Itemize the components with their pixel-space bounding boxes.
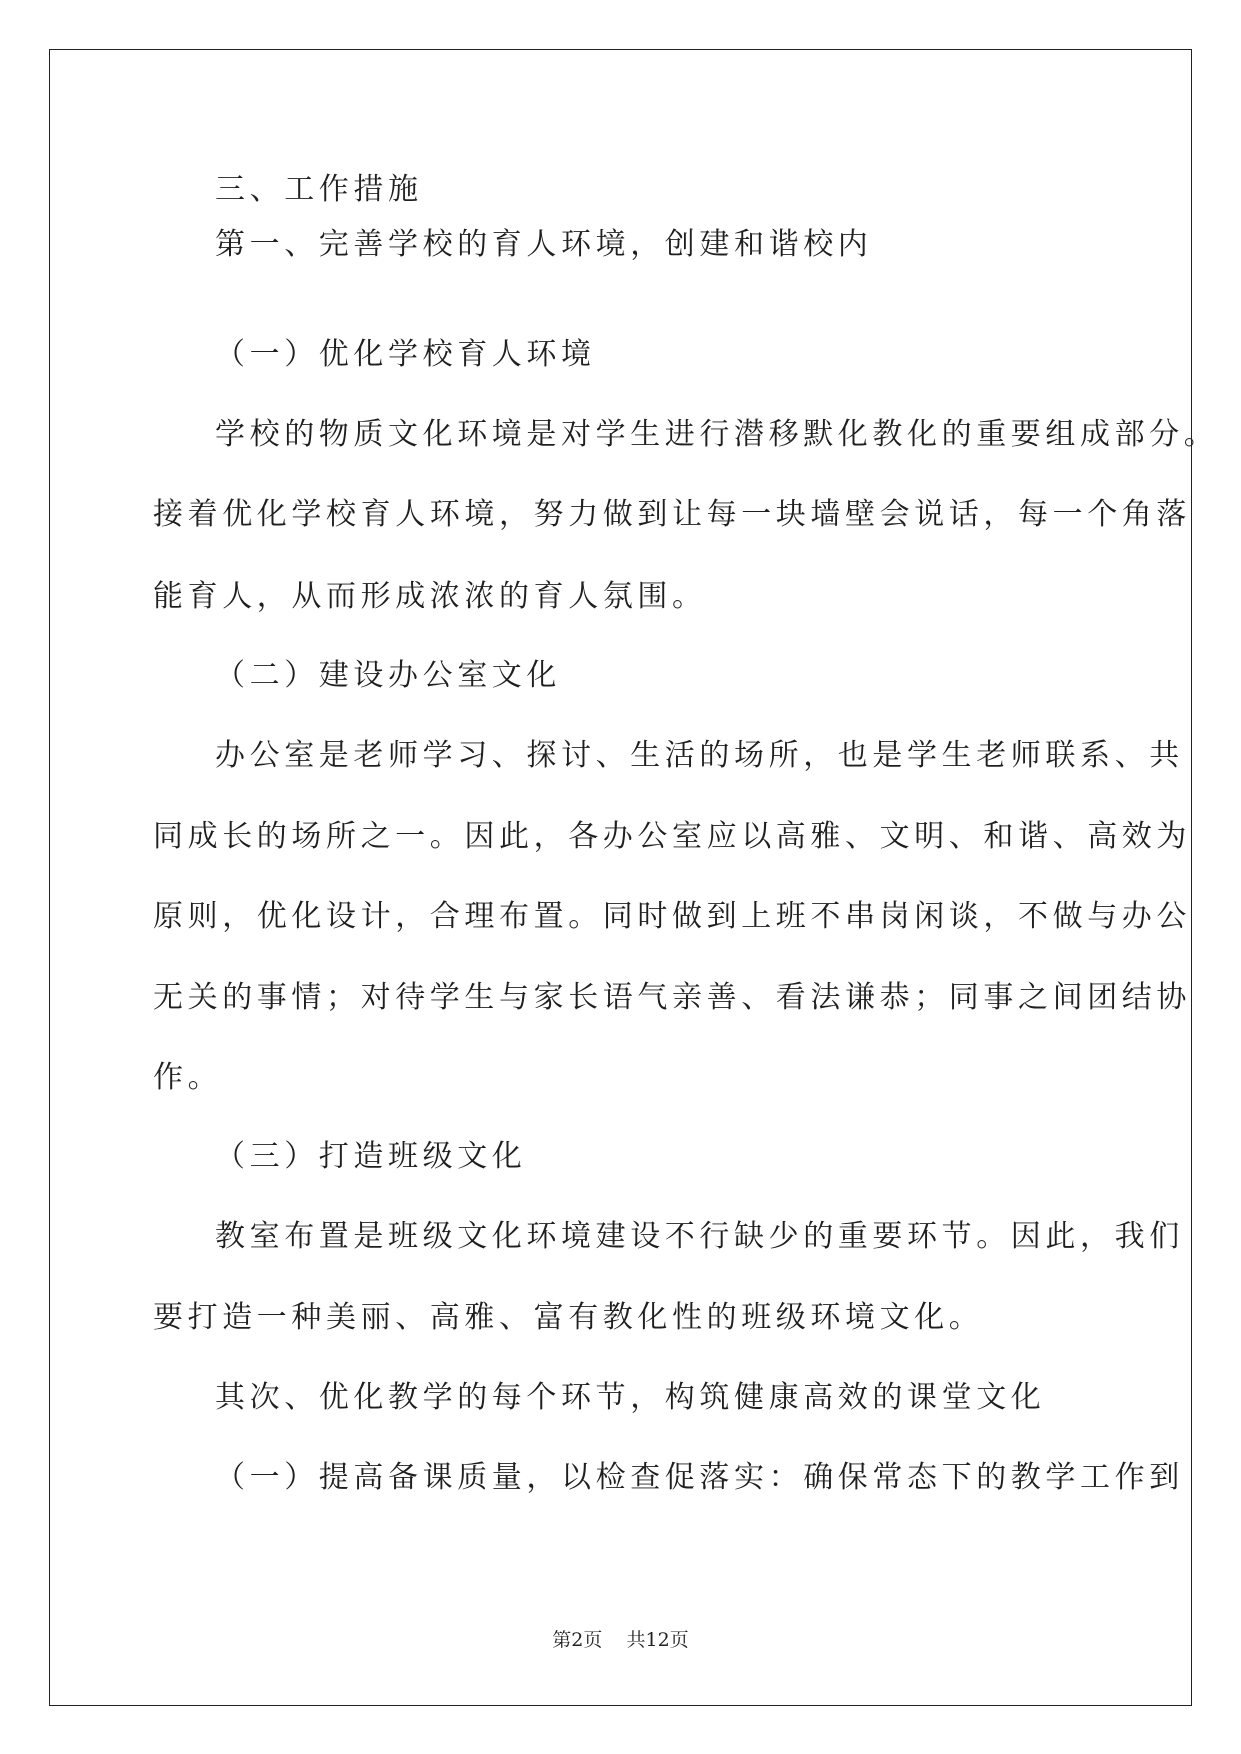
paragraph-line: 教室布置是班级文化环境建设不行缺少的重要环节。因此，我们 bbox=[215, 1219, 1184, 1254]
paragraph-line: 作。 bbox=[153, 1060, 223, 1095]
page-footer bbox=[0, 1625, 1241, 1652]
item-heading: （二）建设办公室文化 bbox=[215, 658, 561, 693]
item-heading: （三）打造班级文化 bbox=[215, 1139, 527, 1174]
paragraph-line: 同成长的场所之一。因此，各办公室应以高雅、文明、和谐、高效为 bbox=[153, 819, 1191, 854]
subsection-heading: 第一、完善学校的育人环境，创建和谐校内 bbox=[215, 227, 873, 262]
page-total: 共12页 bbox=[626, 1629, 689, 1651]
page-border bbox=[49, 49, 1192, 1706]
paragraph-line: 能育人，从而形成浓浓的育人氛围。 bbox=[153, 579, 707, 614]
section-heading: 三、工作措施 bbox=[215, 172, 423, 207]
paragraph-line: 办公室是老师学习、探讨、生活的场所，也是学生老师联系、共 bbox=[215, 738, 1184, 773]
item-heading: （一）优化学校育人环境 bbox=[215, 337, 596, 372]
paragraph-line: 接着优化学校育人环境，努力做到让每一块墙壁会说话，每一个角落 bbox=[153, 497, 1191, 532]
paragraph-line: 学校的物质文化环境是对学生进行潜移默化教化的重要组成部分。 bbox=[215, 417, 1219, 452]
paragraph-line: 无关的事情；对待学生与家长语气亲善、看法谦恭；同事之间团结协 bbox=[153, 980, 1191, 1015]
paragraph-line: 要打造一种美丽、高雅、富有教化性的班级环境文化。 bbox=[153, 1300, 984, 1335]
subsection-heading: 其次、优化教学的每个环节，构筑健康高效的课堂文化 bbox=[215, 1380, 1046, 1415]
item-heading: （一）提高备课质量，以检查促落实：确保常态下的教学工作到 bbox=[215, 1460, 1184, 1495]
paragraph-line: 原则，优化设计，合理布置。同时做到上班不串岗闲谈，不做与办公 bbox=[153, 899, 1191, 934]
page-number: 第2页 bbox=[552, 1629, 603, 1651]
